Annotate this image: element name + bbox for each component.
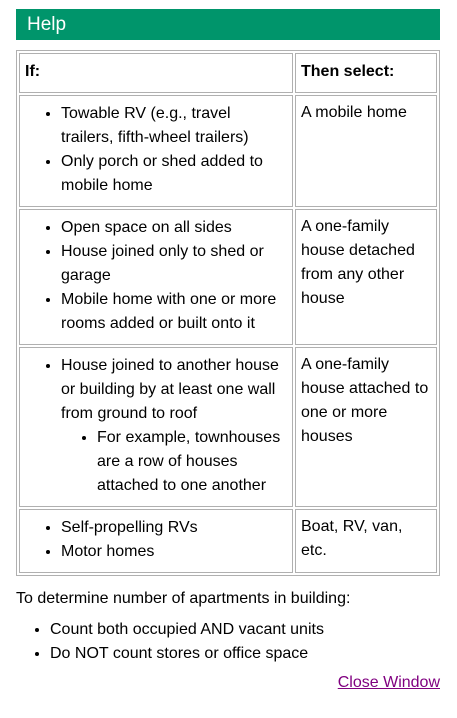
conditions-list <box>25 354 287 498</box>
column-header-if: If: <box>19 53 293 93</box>
list-item: • Only porch or shed added to mobile home <box>61 150 287 198</box>
help-title: Help <box>27 14 67 35</box>
conditions-cell <box>19 95 293 207</box>
note-list <box>16 618 440 666</box>
list-item: • House joined only to shed or garage <box>61 240 287 288</box>
table-header-row <box>19 53 437 93</box>
table-row <box>19 95 437 207</box>
list-item: • Open space on all sides <box>61 216 287 240</box>
conditions-cell <box>19 209 293 345</box>
list-item: • Self-propelling RVs <box>61 516 287 540</box>
apartments-note <box>16 588 440 666</box>
list-item: • Count both occupied AND vacant units <box>50 618 440 642</box>
list-item: • Motor homes <box>61 540 287 564</box>
conditions-list <box>25 516 287 564</box>
list-item: • For example, townhouses are a row of houses attached to one another <box>97 426 287 498</box>
table-row <box>19 347 437 507</box>
conditions-list <box>25 216 287 336</box>
table-row <box>19 509 437 573</box>
list-item: • Do NOT count stores or office space <box>50 642 440 666</box>
conditions-cell <box>19 509 293 573</box>
conditions-cell <box>19 347 293 507</box>
column-header-then-select: Then select: <box>295 53 437 93</box>
help-table <box>16 50 440 576</box>
list-item: • Mobile home with one or more rooms added or built onto it <box>61 288 287 336</box>
list-item: • Towable RV (e.g., travel trailers, fifth-wheel trailers) <box>61 102 287 150</box>
close-window-link[interactable]: Close Window <box>337 674 440 691</box>
help-header <box>16 9 440 40</box>
list-item-text: House joined to another house or building by at least one wall from ground to roof <box>61 357 279 422</box>
result-cell: Boat, RV, van, etc. <box>295 509 437 573</box>
list-item <box>61 354 287 498</box>
result-cell: A one-family house attached to one or more houses <box>295 347 437 507</box>
note-intro: To determine number of apartments in building: <box>16 590 351 607</box>
sub-conditions-list <box>61 426 287 498</box>
result-cell: A mobile home <box>295 95 437 207</box>
result-cell: A one-family house detached from any other house <box>295 209 437 345</box>
conditions-list <box>25 102 287 198</box>
table-row <box>19 209 437 345</box>
